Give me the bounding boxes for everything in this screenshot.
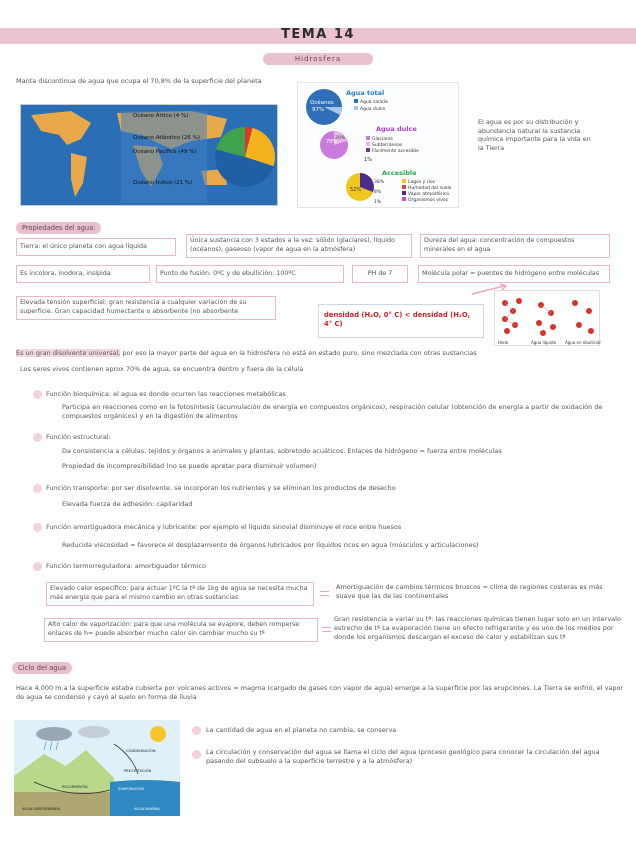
legend-accessible: Fácilmente accesible <box>372 149 419 154</box>
vapor-result: Gran resistencia a variar su tª: las reacciones químicas tienen lugar solo en un intervalo estrecho de tª La evaporación tiene un efecto refrigerante y es uno de los medios por donde los organismos descargan el exceso de calor y estabilizan sus tª <box>334 615 621 641</box>
legend-atlantic: Océano Atlántico (26 %) <box>133 135 200 141</box>
ice-caption: Hielo <box>498 340 509 345</box>
legend-salt: Agua salada <box>360 100 388 105</box>
struct-detail-1: Da consistencia a células, tejidos y órganos a animales y plantas, sobretodo acuáticos. Enlaces de hidrógeno = fuerza entre moléculas <box>62 447 502 455</box>
legend-arctic: Océano Ártico (4 %) <box>133 113 189 119</box>
label-runoff: ESCORRENTÍA <box>62 785 88 789</box>
legend-lakes: Lagos y ríos <box>408 180 435 185</box>
bullet-cycle-2-icon <box>192 750 201 759</box>
legend-fresh: Agua dulce <box>360 107 386 112</box>
transport-title: Función transporte: por ser disolvente, se incorporan los nutrientes y se eliminan los productos de desecho <box>46 484 396 492</box>
legend-living: Organismos vivos <box>408 198 448 203</box>
bullet-struct-icon <box>33 433 42 442</box>
boil-caption: Agua en ebullición <box>565 340 601 345</box>
cycle-bullet-2: La circulación y conservación del agua se llama el ciclo del agua (proceso geológico para conocer la circulación del agua pasando del subsuelo a la superficie terrestre y a la atmósfera) <box>206 748 600 765</box>
south-america-shape <box>71 153 87 197</box>
heat-equals-icon <box>320 591 329 596</box>
prop-hardness: Dureza del agua: concentración de compuestos minerales en el agua <box>420 234 610 258</box>
ocean-pie <box>215 127 275 187</box>
bullet-cushion-icon <box>33 523 42 532</box>
density-box <box>318 304 484 338</box>
heat-result: Amortiguación de cambios térmicos bruscos = clima de regiones costeras es más suave que las de las continentales <box>336 583 603 600</box>
cushion-title: Función amortiguadora mecánica y lubricante: por ejemplo el líquido sinovial disminuye el roce entre huesos <box>46 523 402 531</box>
legend-underground: Subterráneas <box>372 143 403 148</box>
water-cycle-diagram <box>14 720 180 816</box>
water-distribution-chart <box>297 82 459 208</box>
prop-fusion: Punto de fusión: 0ºC y de ebullición: 100ºC <box>156 265 344 283</box>
bullet-bio-icon <box>33 390 42 399</box>
bio-detail: Participa en reacciones como en la fotosíntesis (acumulación de energía en compuestos orgánicos), respiración celular (obtención de energía a partir de oxidación de compuestos orgánicos) y en la digestión de alimentos <box>62 403 603 420</box>
solvent-line <box>16 349 626 358</box>
sweet-value-underground: 20% <box>335 136 346 141</box>
cycle-label: Ciclo del agua <box>12 662 72 674</box>
prop-ph: PH de 7 <box>352 265 408 283</box>
side-note: El agua es por su distribución y abundancia natural la sustancia química importante para la vida en la Tierra <box>478 118 591 152</box>
legend-glaciers: Glaciares <box>372 137 393 142</box>
water-distribution-figure <box>298 83 460 209</box>
ocean-map-figure <box>21 105 279 207</box>
sun-icon <box>150 726 166 742</box>
bio-title: Función bioquímica: el agua es donde ocurren las reacciones metabólicas <box>46 390 286 398</box>
struct-title: Función estructural: <box>46 433 111 441</box>
acc-value-living: 1% <box>374 200 382 205</box>
legend-soil: Humedad del suelo <box>408 186 452 191</box>
sweet-title: Agua dulce <box>376 125 417 133</box>
bullet-transport-icon <box>33 484 42 493</box>
label-evaporation: EVAPORACIÓN <box>118 787 144 791</box>
label-groundwater: AGUA SUBTERRÁNEA <box>22 807 60 811</box>
sweet-value-accessible: 1% <box>364 157 372 163</box>
label-seawater: AGUA MARINA <box>134 807 160 811</box>
oceans-label: Océanos <box>310 100 334 106</box>
cycle-intro: Hace 4.000 m.a la superficie estaba cubierta por volcanes activos = magma (cargado de gases con vapor de agua) emerge a la superficie por las erupciones. La Tierra se enfrió, el vapor de agua se condensó y cayó al suelo en forma de lluvia <box>16 684 624 701</box>
liquid-caption: Agua líquida <box>531 340 556 345</box>
prop-earth: Tierra: el único planeta con agua líquida <box>16 238 176 256</box>
vapor-box: Alto calor de vaporización: para que una molécula se evapore, deben romperse enlaces de h= puede absorber mucho calor sin cambiar mucho su tª <box>44 618 318 642</box>
struct-detail-2: Propiedad de incompresibilidad (no se puede apretar para disminuir volumen) <box>62 462 317 470</box>
label-precipitation: PRECIPITACIÓN <box>124 769 152 773</box>
bullet-cycle-1-icon <box>192 726 201 735</box>
cycle-bullet-1: La cantidad de agua en el planeta no cambia, se conserva <box>206 726 397 734</box>
legend-pacific: Océano Pacífico (49 %) <box>133 149 197 155</box>
oceans-value: 97% <box>312 107 325 113</box>
page-title: TEMA 14 <box>281 27 355 42</box>
solvent-rest: por eso la mayor parte del agua en la hidrosfera no está en estado puro, sino mezclada con otras sustancias <box>120 349 477 357</box>
intro-text: Manta discontinua de agua que ocupa el 70,8% de la superficie del planeta <box>16 77 262 85</box>
cushion-detail: Reducida viscosidad = favorece el desplazamiento de órganos lubricados por líquidos ricos en agua (músculos y articulaciones) <box>62 541 479 549</box>
prop-tension: Elevada tensión superficial: gran resistencia a cualquier variación de su superficie. Gran capacidad humectante o absorbente (no absorbente <box>16 296 276 320</box>
acc-value-soil: 38% <box>374 180 385 185</box>
acc-value-vapor: 8% <box>374 190 382 195</box>
solvent-highlight: Es un gran disolvente universal, <box>16 349 121 357</box>
heat-box: Elevado calor específico: para actuar 1ºC la tª de 1kg de agua se necesita mucha más energía que para el mismo cambio en otras sustancias <box>46 582 314 606</box>
total-title: Agua total <box>346 89 385 97</box>
acc-value-lakes: 52% <box>350 187 362 193</box>
thermo-title: Función termorreguladora: amortiguador térmico <box>46 562 206 570</box>
legend-indian: Océano Índico (21 %) <box>133 180 193 186</box>
page-subtitle: Hidrosfera <box>263 53 373 65</box>
living-line: Los seres vivos contienen aprox 70% de agua, se encuentra dentro y fuera de la célula <box>20 365 304 373</box>
prop-states: Única sustancia con 3 estados a la vez: sólido (glaciares), líquido (océanos), gaseoso (vapor de agua en la atmósfera) <box>186 234 412 258</box>
prop-colorless: Es incolora, inodora, insípida <box>16 265 150 283</box>
properties-label: Propiedades del agua: <box>16 222 101 234</box>
arrow-to-molecule-icon <box>470 282 510 304</box>
acc-title: Accesible <box>382 169 417 177</box>
water-cycle-figure <box>14 720 180 816</box>
north-america-shape <box>31 111 91 145</box>
legend-vapor: Vapor atmosférico <box>408 192 450 197</box>
ocean-map <box>20 104 278 206</box>
prop-polar: Molécula polar = puentes de hidrógeno entre moléculas <box>418 265 610 283</box>
sweet-value-glaciers: 79% <box>326 139 338 145</box>
vapor-equals-icon <box>322 627 331 632</box>
density-text: densidad (H₂O, 0° C) < densidad (H₂O, 4° C) <box>324 311 471 329</box>
molecule-drawing <box>495 291 601 347</box>
label-condensation: CONDENSACIÓN <box>126 749 156 753</box>
transport-detail: Elevada fuerza de adhesión: capilaridad <box>62 500 193 508</box>
bullet-thermo-icon <box>33 562 42 571</box>
